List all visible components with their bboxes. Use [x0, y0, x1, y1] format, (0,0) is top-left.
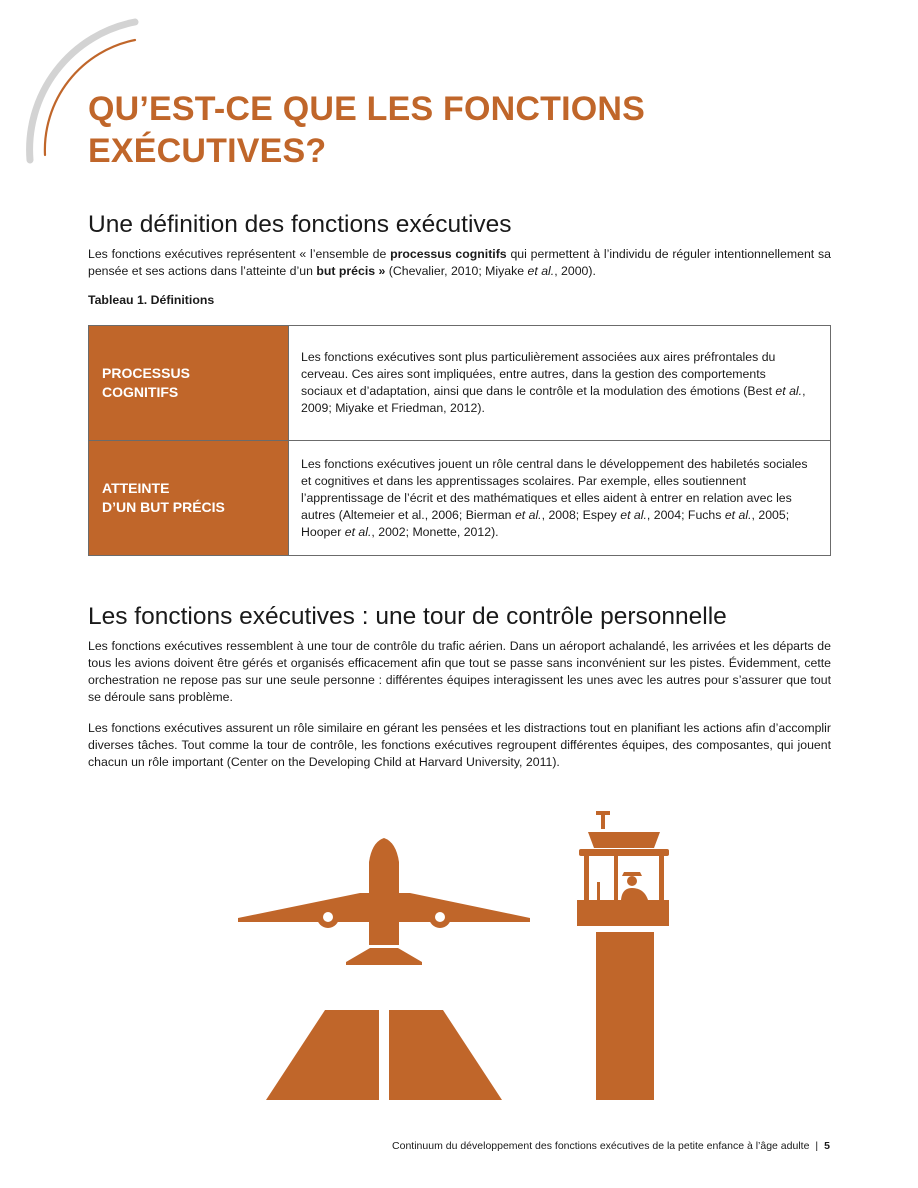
term-line2: D’UN BUT PRÉCIS [102, 499, 225, 515]
description-italic: et al. [620, 507, 647, 522]
definition-text-2: qui permettent à l’individu de réguler intentionnellement sa pensée et ses actions dans l’atteinte d’un [88, 247, 832, 278]
description-italic: et al. [344, 524, 372, 539]
footer-separator: | [815, 1140, 819, 1152]
term-line1: PROCESSUS [102, 365, 190, 381]
control-tower-paragraph-2: Les fonctions exécutives assurent un rôle similaire en gérant les pensées et les distractions tout en planifiant les actions afin d’accomplir diverses tâches. Tout comme la tour de contrôle, les fonctions exécutives regroupent différentes équipes, des composantes, qui jouent chacun un rôle important (Center on the Developing Child at Harvard University, 2011). [88, 721, 831, 769]
description-text: , 2008; Espey [541, 507, 621, 522]
footer-text: Continuum du développement des fonctions exécutives de la petite enfance à l’âge adulte [392, 1140, 810, 1152]
definition-bold-1: processus cognitifs [390, 247, 507, 261]
definition-text-1: Les fonctions exécutives représentent « l’ensemble de [88, 247, 391, 261]
page-footer [392, 1140, 830, 1152]
controller-icon [597, 872, 648, 900]
page-number: 5 [824, 1140, 830, 1152]
description-italic: et al. [724, 507, 752, 522]
definition-bold-2: but précis » [316, 264, 386, 278]
term-line2: COGNITIFS [102, 384, 179, 400]
definition-italic: et al. [527, 264, 555, 278]
description-text: , 2005; Hooper [301, 507, 790, 539]
description-italic: et al. [775, 384, 803, 398]
section-heading-control-tower: Les fonctions exécutives : une tour de contrôle personnelle [88, 603, 727, 630]
definition-text-3: (Chevalier, 2010; Miyake [385, 264, 528, 278]
airplane-icon [238, 838, 530, 965]
page-title-line1: QU’EST-CE QUE LES FONCTIONS [88, 90, 646, 128]
description-text-end: , 2009; Miyake et Friedman, 2012). [301, 384, 806, 415]
description-text: Les fonctions exécutives jouent un rôle central dans le développement des habiletés sociales et cognitives et dans les apprentissages scolaires. Par exemple, elles soutiennent l’apprentissage de l’écrit et des mathématiques et elles aident à entrer en relation avec les autres (Altemeier et al., 2006; Bierman [301, 456, 808, 522]
term-line1: ATTEINTE [102, 480, 170, 496]
description-italic: et al. [514, 507, 542, 522]
section-heading-definition: Une définition des fonctions exécutives [88, 211, 512, 238]
description-text: Les fonctions exécutives sont plus particulièrement associées aux aires préfrontales du cerveau. Ces aires sont impliquées, entre autres, dans la gestion des comportements sociaux et d’adaptation, ainsi que dans le contrôle et la modulation des émotions (Best [301, 350, 776, 398]
definition-text-4: , 2000). [554, 264, 596, 278]
page-title-line2: EXÉCUTIVES? [88, 132, 327, 170]
runway-icon [266, 1010, 502, 1100]
control-tower-paragraph-1: Les fonctions exécutives ressemblent à une tour de contrôle du trafic aérien. Dans un aéroport achalandé, les arrivées et les départs de tous les avions doivent être gérés et organisés efficacement afin que tout se passe sans inconvénient sur les pistes. Évidemment, cette orchestration ne repose pas sur une seule personne : différentes équipes interagissent les unes avec les autres pour s’assurer que tout se déroule sans problème. [88, 639, 831, 704]
description-text: , 2004; Fuchs [646, 507, 725, 522]
description-text: , 2002; Monette, 2012). [371, 524, 499, 539]
table-caption: Tableau 1. Définitions [88, 293, 215, 307]
control-tower-icon [577, 811, 669, 1100]
